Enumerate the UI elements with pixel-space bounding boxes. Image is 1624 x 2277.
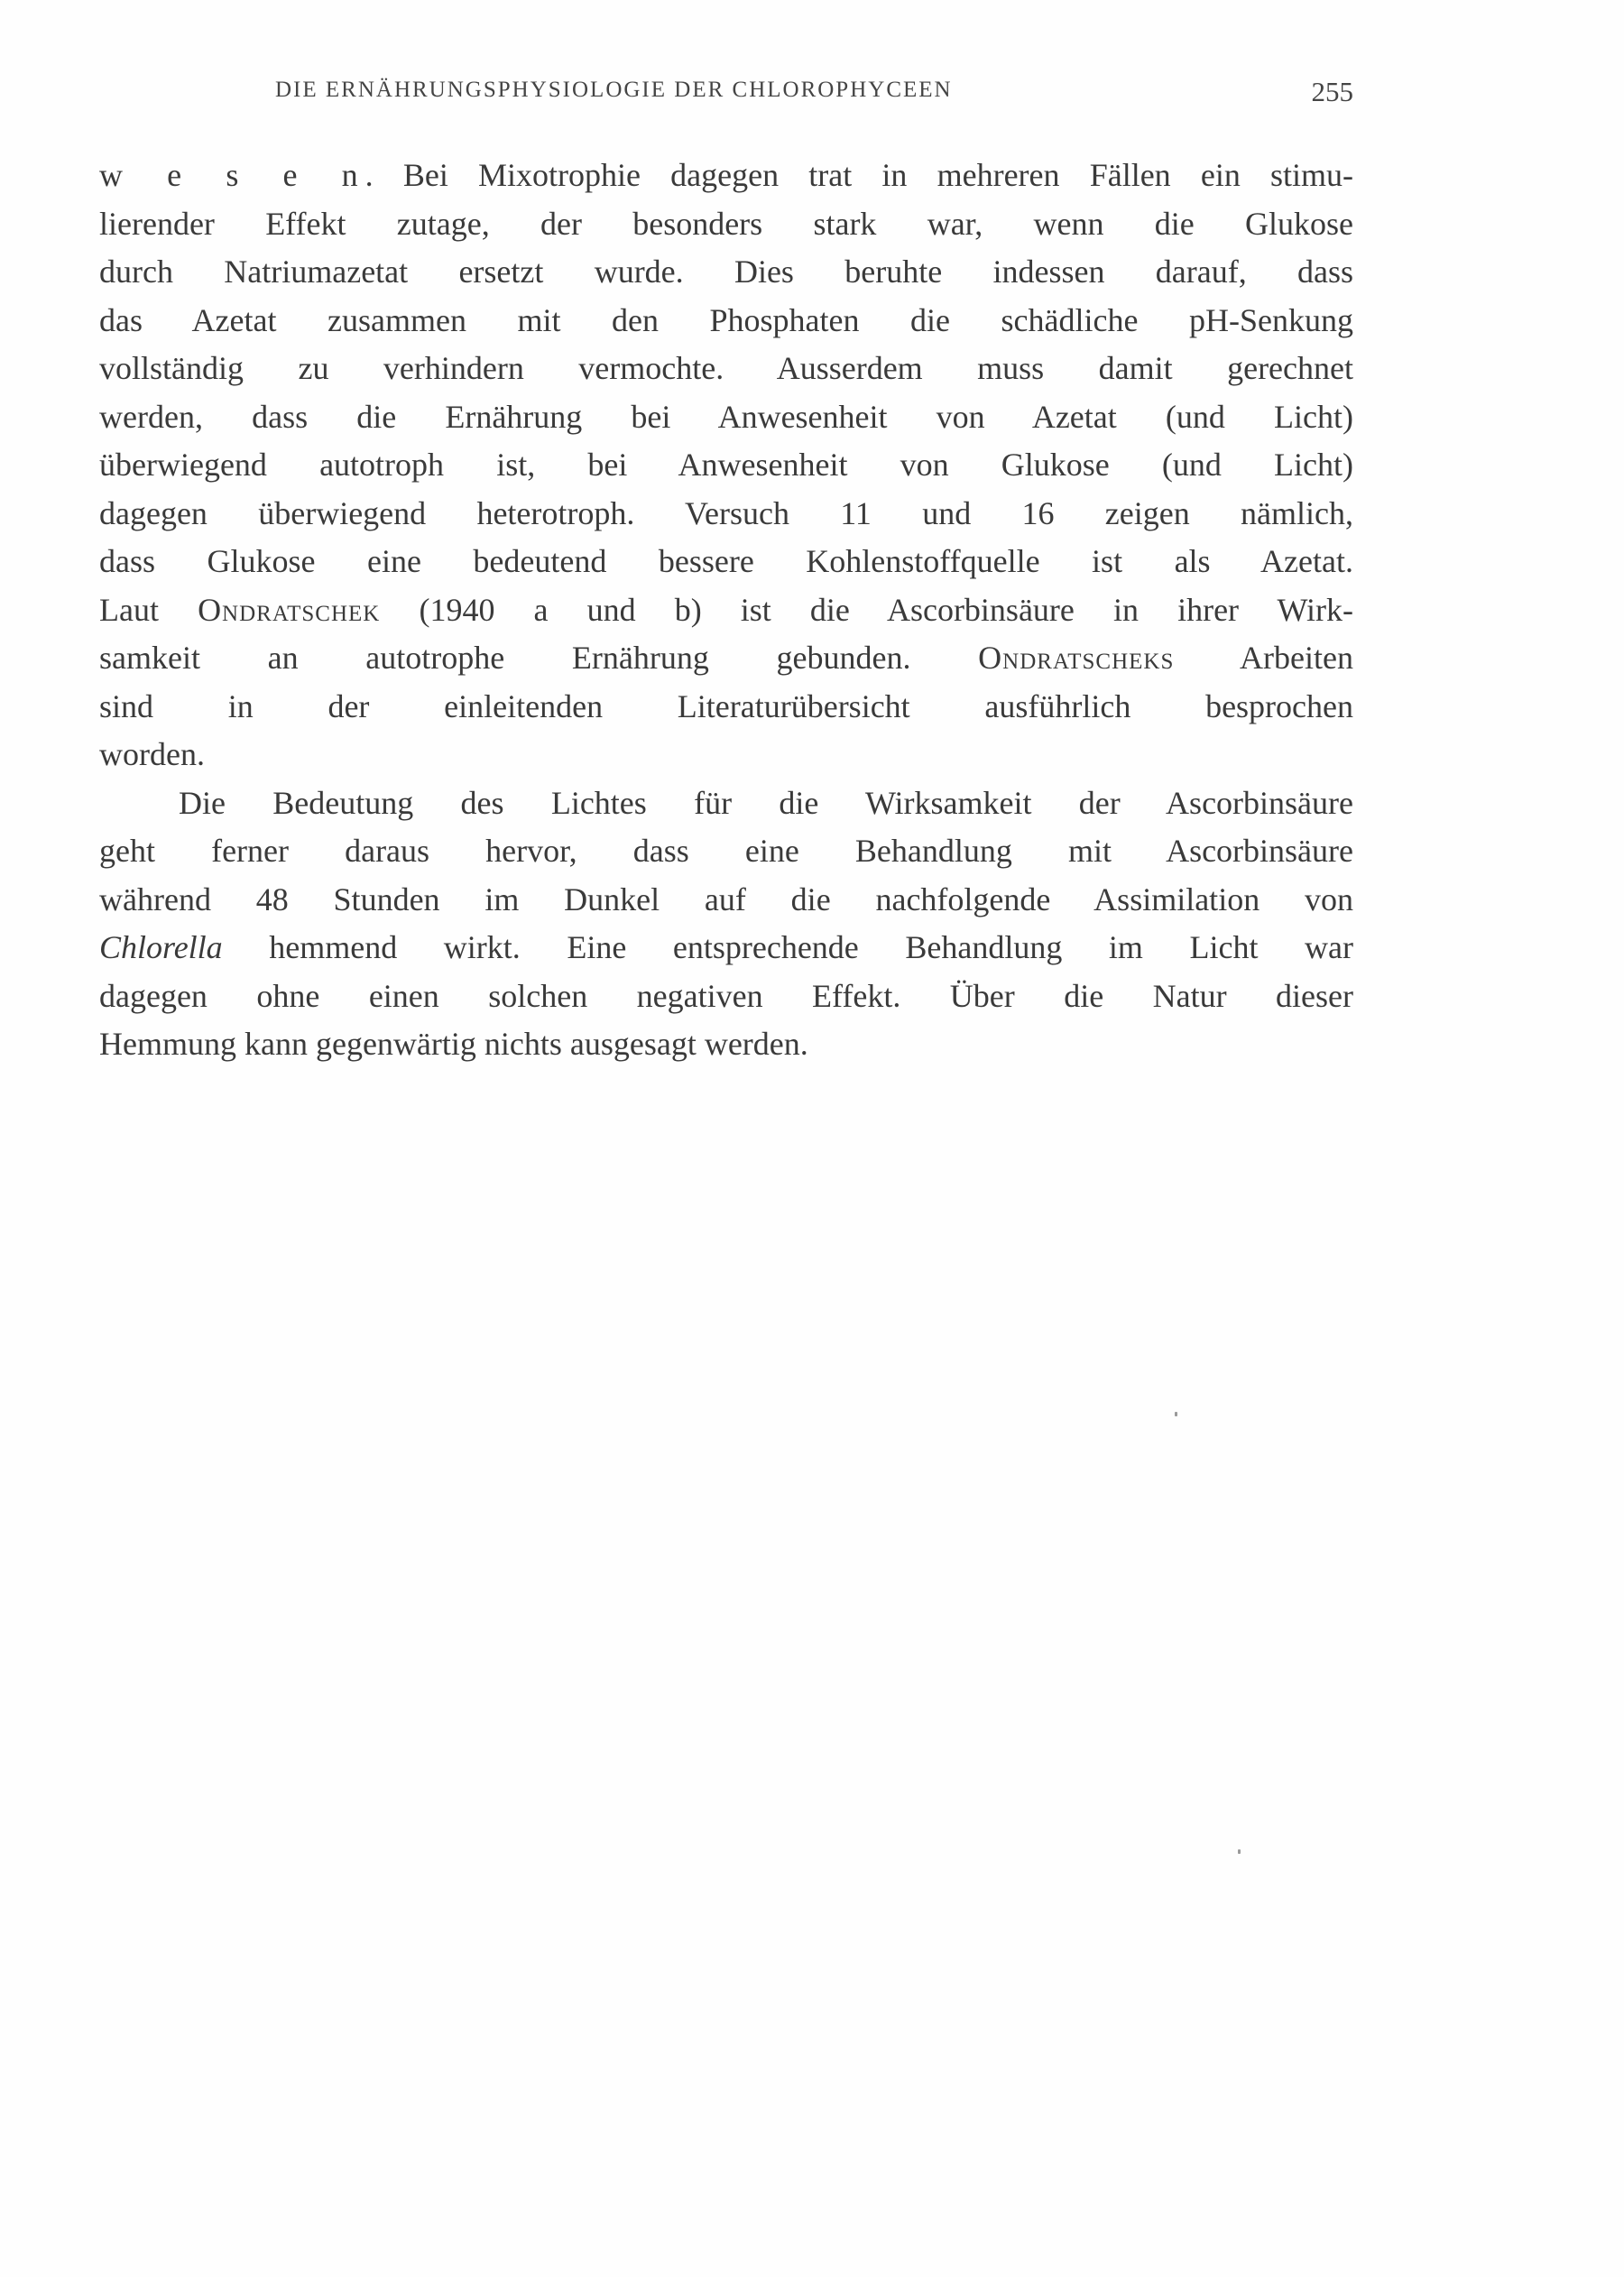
scan-speck (1238, 1849, 1241, 1854)
author-name: Ondratschek (198, 591, 381, 628)
text-segment: Die Bedeutung des Lichtes für die Wirksamkeit der Ascorbinsäure (179, 784, 1353, 821)
text-segment: während 48 Stunden im Dunkel auf die nachfolgende Assimilation von (99, 880, 1353, 917)
text-segment: Arbeiten (1174, 640, 1353, 676)
text-line (99, 924, 1353, 973)
text-line (99, 779, 1353, 828)
text-line (99, 1020, 1353, 1069)
text-line (99, 297, 1353, 346)
page-number: 255 (1311, 76, 1353, 107)
text-segment: werden, dass die Ernährung bei Anwesenheit von Azetat (und Licht) (99, 398, 1353, 435)
text-segment: dass Glukose eine bedeutend bessere Kohlenstoffquelle ist als Azetat. (99, 543, 1353, 579)
text-line (99, 200, 1353, 249)
text-line (99, 393, 1353, 442)
text-segment: Hemmung kann gegenwärtig nichts ausgesagt werden. (99, 1026, 808, 1062)
text-segment: w e s e n (99, 157, 365, 193)
text-segment: worden. (99, 736, 205, 772)
text-segment: geht ferner daraus hervor, dass eine Behandlung mit Ascorbinsäure (99, 833, 1353, 869)
text-segment: dagegen überwiegend heterotroph. Versuch 11 und 16 zeigen nämlich, (99, 494, 1353, 531)
genus-name: Chlorella (99, 929, 223, 965)
text-segment: sind in der einleitenden Literaturübersicht ausführlich besprochen (99, 687, 1353, 724)
text-segment: überwiegend autotroph ist, bei Anwesenheit von Glukose (und Licht) (99, 447, 1353, 483)
text-segment: lierender Effekt zutage, der besonders stark war, wenn die Glukose (99, 205, 1353, 242)
text-segment: das Azetat zusammen mit den Phosphaten die schädliche pH-Senkung (99, 301, 1353, 338)
text-line (99, 827, 1353, 876)
text-segment: vollständig zu verhindern vermochte. Ausserdem muss damit gerechnet (99, 350, 1353, 386)
paragraph (99, 779, 1353, 1069)
text-segment: hemmend wirkt. Eine entsprechende Behandlung im Licht war (222, 929, 1353, 965)
paragraph (99, 152, 1353, 779)
author-name: Ondratscheks (978, 640, 1175, 676)
text-line (99, 345, 1353, 393)
text-line (99, 683, 1353, 732)
scan-speck (1175, 1412, 1177, 1416)
text-line (99, 538, 1353, 586)
text-line (99, 248, 1353, 297)
text-line (99, 731, 1353, 779)
body-text (99, 152, 1353, 1069)
text-segment: . Bei Mixotrophie dagegen trat in mehreren Fällen ein stimu- (364, 157, 1354, 193)
text-line (99, 973, 1353, 1021)
text-line (99, 441, 1353, 490)
text-segment: durch Natriumazetat ersetzt wurde. Dies beruhte indessen darauf, dass (99, 254, 1353, 290)
text-segment: dagegen ohne einen solchen negativen Effekt. Über die Natur dieser (99, 977, 1353, 1014)
text-line (99, 152, 1353, 200)
text-segment: samkeit an autotrophe Ernährung gebunden. (99, 640, 979, 676)
text-line (99, 876, 1353, 925)
text-line (99, 634, 1353, 683)
text-segment: Laut (99, 591, 198, 628)
text-line (99, 586, 1353, 635)
text-line (99, 490, 1353, 539)
running-title: DIE ERNÄHRUNGSPHYSIOLOGIE DER CHLOROPHYCEEN (275, 78, 953, 102)
text-segment: (1940 a und b) ist die Ascorbinsäure in ihrer Wirk- (380, 591, 1353, 628)
running-head (99, 78, 1353, 114)
